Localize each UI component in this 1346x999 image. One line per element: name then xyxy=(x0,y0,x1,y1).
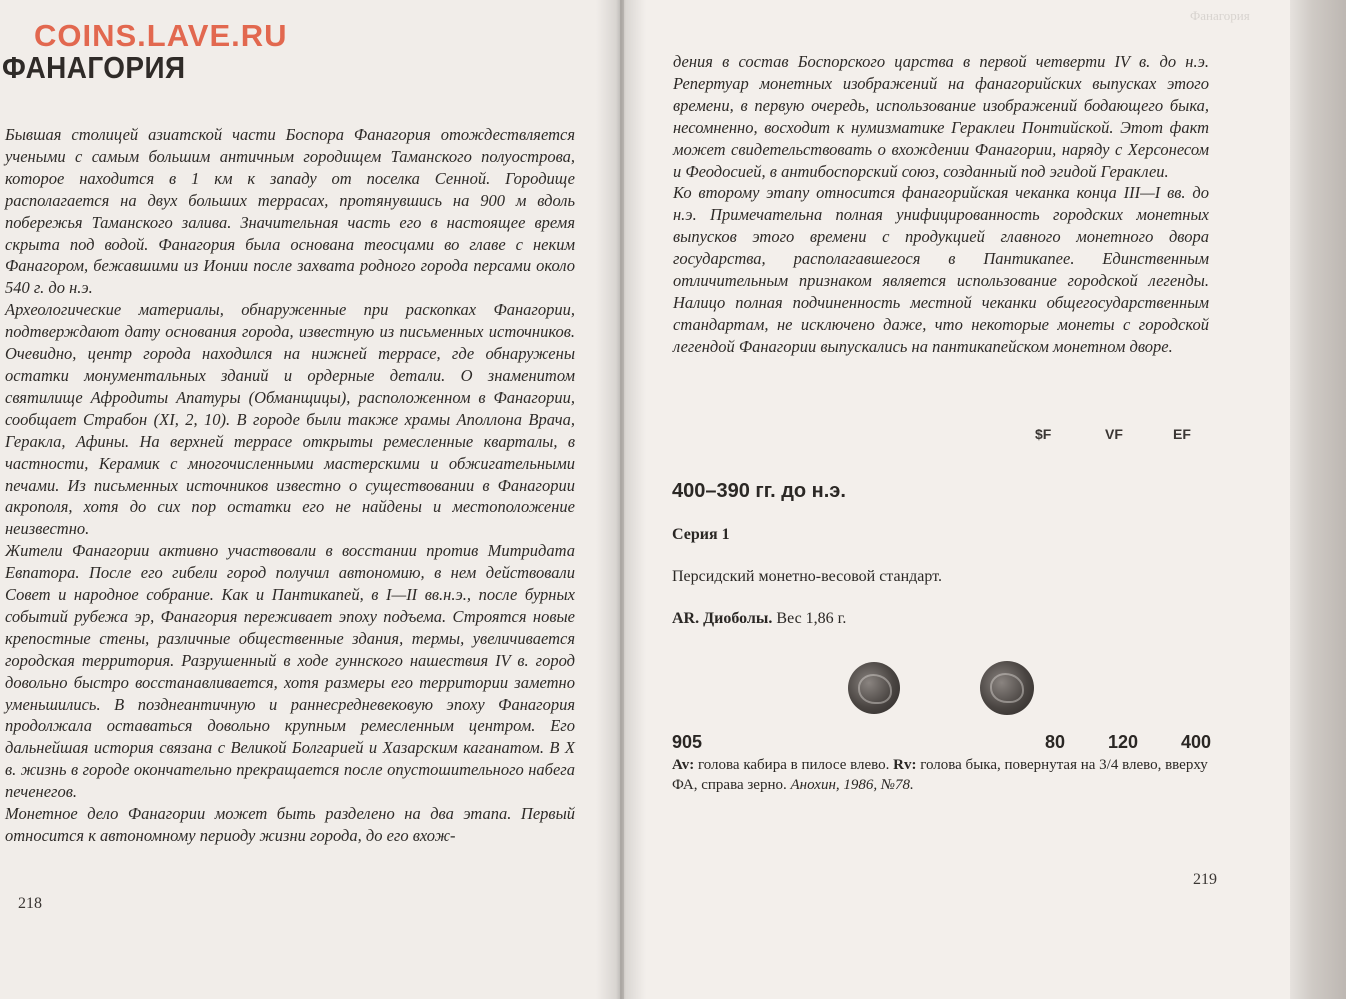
left-page-text xyxy=(5,124,575,847)
site-watermark: COINS.LAVE.RU xyxy=(34,18,288,53)
catalog-number: 905 xyxy=(672,732,703,752)
coin-denomination: AR. Диоболы. xyxy=(672,610,773,627)
price-vf: 120 xyxy=(1108,732,1139,752)
book-gutter xyxy=(596,0,646,999)
coin-type xyxy=(672,610,846,628)
grade-header-vf: VF xyxy=(1105,426,1123,442)
coin-description xyxy=(672,755,1217,795)
paragraph: Жители Фанагории активно участвовали в восстании против Митридата Евпатора. После его гибели город получил автономию, в нем действовали Совет и народное собрание. Как и Пантикапей, в I—II вв.н.э., после бурных событий рубежа эр, Фанагория переживает эпоху подъема. Строятся новые крепостные стены, различные общественные здания, термы, увеличивается городская территория. Разрушенный в ходе гуннского нашествия IV в. город довольно быстро восстанавливается, хотя размеры его территории заметно уменьшились. В позднеантичную и раннесредневековую эпоху Фанагория продолжала оставаться довольно крупным ремесленным центром. Его дальнейшая история связана с Великой Болгарией и Хазарским каганатом. В X в. жизнь в городе окончательно прекращается после опустошительного набега печенегов. xyxy=(5,541,575,802)
page-edges xyxy=(1290,0,1346,999)
right-page-text xyxy=(673,51,1209,358)
bleed-through: Фанагория xyxy=(1190,8,1250,23)
page-number-left: 218 xyxy=(18,895,42,912)
page-number-right: 219 xyxy=(1193,871,1217,888)
grade-header-f: $F xyxy=(1035,426,1052,442)
grade-header-ef: EF xyxy=(1173,426,1191,442)
period-heading: 400–390 гг. до н.э. xyxy=(672,480,846,502)
paragraph: Археологические материалы, обнаруженные при раскопках Фанагории, подтверждают дату основания города, известную из письменных источников. Очевидно, центр города находился на нижней террасе, где обнаружены остатки монументальных зданий и ордерные детали. О знаменитом святилище Афродиты Апатуры (Обманщицы), расположенном в Фанагории, сообщает Страбон (XI, 2, 10). В городе были также храмы Аполлона Врача, Геракла, Афины. На верхней террасе открыты ремесленные кварталы, в частности, Керамик с многочисленными мастерскими и обжигательными печами. Из письменных источников известно о существовании в Фанагории акрополя, хотя до сих пор остатки его не найдены и местоположение неизвестно. xyxy=(5,300,575,539)
coin-obverse-image xyxy=(848,662,900,714)
paragraph: Ко второму этапу относится фанагорийская чеканка конца III—I вв. до н.э. Примечательна полная унифицированность городских монетных выпусков этого времени с продукцией главного монетного двора государства, располагавшегося в Пантикапее. Единственным отличительным признаком является использование городской легенды. Налицо полная подчиненность местной чеканки общегосударственным стандартам, не исключено даже, что некоторые монеты с городской легендой Фанагории выпускались на пантикапейском монетном дворе. xyxy=(673,183,1209,356)
price-ef: 400 xyxy=(1181,732,1212,752)
price-f: 80 xyxy=(1045,732,1066,752)
weight-standard: Персидский монетно-весовой стандарт. xyxy=(672,568,942,585)
coin-reverse-image xyxy=(980,661,1034,715)
paragraph: Монетное дело Фанагории может быть разделено на два этапа. Первый относится к автономному периоду жизни города, до его вхож- xyxy=(5,804,575,845)
paragraph: Бывшая столицей азиатской части Боспора Фанагория отождествляется учеными с самым большим античным городищем Таманского полуострова, которое находится в 1 км к западу от поселка Сенной. Городище располагается на двух больших террасах, протянувшись на 900 м вдоль побережья Таманского залива. Значительная часть его в настоящее время скрыта под водой. Фанагория была основана теосцами во главе с неким Фанагором, бежавшими из Ионии после захвата родного города персами около 540 г. до н.э. xyxy=(5,125,575,298)
obverse-label: Av: xyxy=(672,757,695,773)
reverse-label: Rv: xyxy=(893,757,917,773)
reverse-text: голова быка, повернутая на 3/4 влево, вверху ФА, справа зерно. xyxy=(672,757,1208,793)
reference: Анохин, 1986, №78. xyxy=(790,777,914,793)
coin-weight: Вес 1,86 г. xyxy=(772,610,847,627)
obverse-text: голова кабира в пилосе влево. xyxy=(694,757,894,773)
series-label: Серия 1 xyxy=(672,526,730,543)
chapter-title: ФАНАГОРИЯ xyxy=(2,50,186,85)
paragraph: дения в состав Боспорского царства в первой четверти IV в. до н.э. Репертуар монетных изображений на фанагорийских выпусках этого времени, в первую очередь, использование изображений бодающего быка, несомненно, восходит к нумизматике Гераклеи Понтийской. Этот факт может свидетельствовать о вхождении Фанагории, наряду с Херсонесом и Феодосией, в антибоспорский союз, созданный под эгидой Гераклеи. xyxy=(673,52,1209,181)
